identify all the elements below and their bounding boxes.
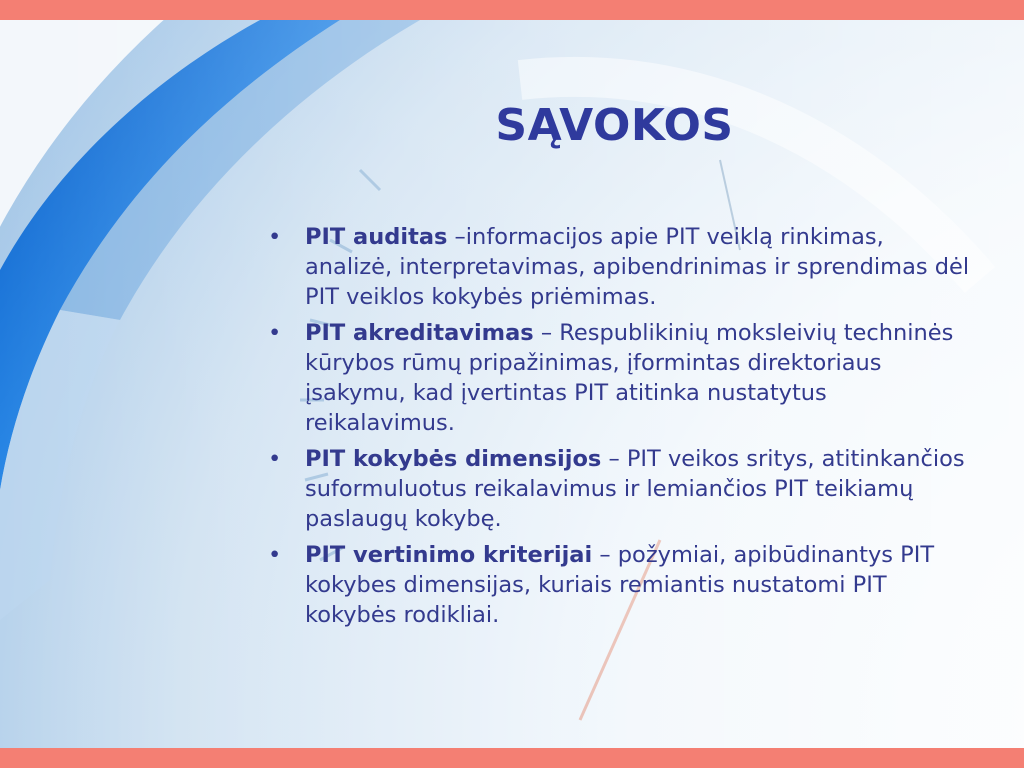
list-item: [268, 222, 973, 312]
bullet-icon: •: [268, 446, 282, 472]
definition: – PIT veikos sritys, atitinkančios suformuluotus reikalavimus ir lemiančios PIT teikiamų paslaugų kokybę.: [305, 446, 965, 532]
list-item: [268, 540, 973, 630]
list-item: [268, 318, 973, 438]
bullet-icon: •: [268, 224, 282, 250]
term: PIT akreditavimas: [305, 320, 534, 346]
definition: – požymiai, apibūdinantys PIT kokybes dimensijas, kuriais remiantis nustatomi PIT kokybės rodikliai.: [305, 542, 935, 628]
bottom-accent-bar: [0, 748, 1024, 768]
bullet-icon: •: [268, 320, 282, 346]
term: PIT vertinimo kriterijai: [305, 542, 593, 568]
list-item: [268, 444, 973, 534]
top-accent-bar: [0, 0, 1024, 20]
definition-list: [268, 222, 973, 636]
definition: –informacijos apie PIT veiklą rinkimas, analizė, interpretavimas, apibendrinimas ir sprendimas dėl PIT veiklos kokybės priėmimas.: [305, 224, 970, 310]
slide-title: SĄVOKOS: [495, 100, 734, 151]
term: PIT kokybės dimensijos: [305, 446, 602, 472]
term: PIT auditas: [305, 224, 448, 250]
bullet-icon: •: [268, 542, 282, 568]
definition: – Respublikinių moksleivių techninės kūrybos rūmų pripažinimas, įformintas direktoriaus įsakymu, kad įvertintas PIT atitinka nustatytus reikalavimus.: [305, 320, 954, 436]
